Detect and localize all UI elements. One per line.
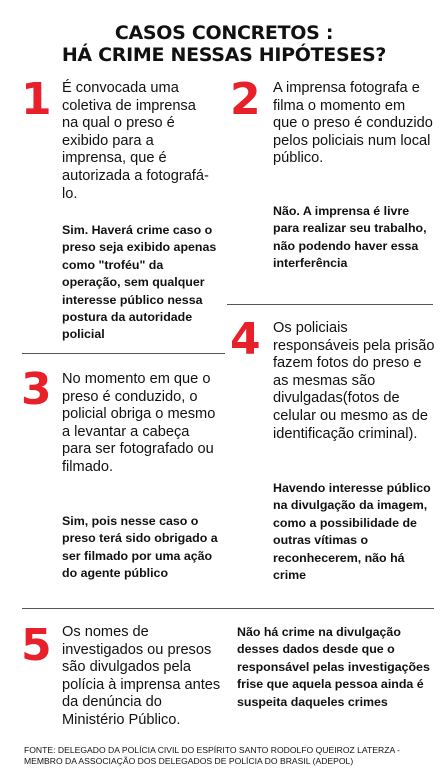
case-number-2: 2 bbox=[230, 74, 261, 125]
divider bbox=[22, 608, 434, 609]
case-answer-5: Não há crime na divulgação desses dados desde que o responsável pelas investigações frise que aquela pessoa ainda é suspeita daqueles crimes bbox=[237, 625, 430, 709]
divider bbox=[227, 304, 433, 305]
case-question-3: No momento em que o preso é conduzido, o policial obriga o mesmo a levantar a cabeça para ser fotografado ou filmado. bbox=[62, 371, 216, 475]
case-answer-2: Não. A imprensa é livre para realizar seu trabalho, não podendo haver essa interferência bbox=[273, 204, 427, 271]
case-question-1: É convocada uma coletiva de imprensa na qual o preso é exibido para a imprensa, que é autorizada a fotografá-lo. bbox=[62, 80, 209, 202]
title-line-1: CASOS CONCRETOS : bbox=[114, 22, 334, 44]
case-number-1: 1 bbox=[21, 74, 52, 125]
case-answer-3: Sim, pois nesse caso o preso terá sido obrigado a ser filmado por uma ação do agente público bbox=[62, 514, 218, 581]
case-question-4: Os policiais responsáveis pela prisão fazem fotos do preso e as mesmas são divulgadas(fotos de celular ou mesmo as de identificação criminal). bbox=[273, 320, 435, 442]
case-answer-4: Havendo interesse público na divulgação da imagem, como a possibilidade de outras vítimas o reconhecerem, não há crime bbox=[273, 481, 431, 583]
source-credit: FONTE: DELEGADO DA POLÍCIA CIVIL DO ESPÍRITO SANTO RODOLFO QUEIROZ LATERZA - MEMBRO DA ASSOCIAÇÃO DOS DELEGADOS DE POLÍCIA DO BRASIL (ADEPOL) bbox=[24, 745, 400, 766]
case-number-5: 5 bbox=[21, 620, 52, 671]
case-question-5: Os nomes de investigados ou presos são divulgados pela polícia à imprensa antes da denúncia do Ministério Público. bbox=[62, 624, 221, 728]
case-answer-1: Sim. Haverá crime caso o preso seja exibido apenas como "troféu" da operação, sem qualquer interesse público nessa postura da autoridade policial bbox=[62, 223, 217, 342]
case-number-3: 3 bbox=[21, 364, 52, 415]
case-question-2: A imprensa fotografa e filma o momento em que o preso é conduzido pelos policiais num local público. bbox=[273, 80, 433, 167]
title-line-2: HÁ CRIME NESSAS HIPÓTESES? bbox=[61, 44, 387, 66]
case-number-4: 4 bbox=[230, 314, 261, 365]
divider bbox=[22, 353, 225, 354]
